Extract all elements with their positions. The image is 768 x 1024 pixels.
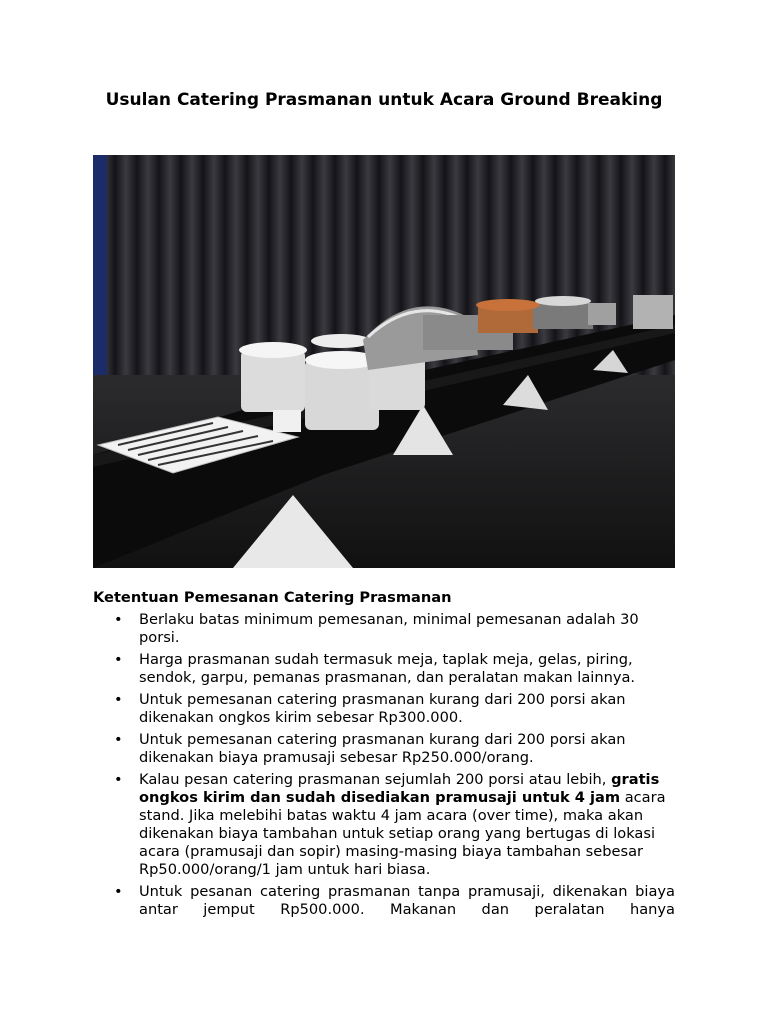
rules-list xyxy=(93,611,675,923)
list-item-text-bold: gratis ongkos kirim dan sudah disediakan pramusaji untuk 4 jam xyxy=(139,771,660,806)
list-item-text-before: Kalau pesan catering prasmanan sejumlah 200 porsi atau lebih, xyxy=(139,771,607,788)
bullet-icon: • xyxy=(114,691,123,708)
bullet-icon: • xyxy=(114,651,123,668)
list-item-text: Untuk pesanan catering prasmanan tanpa pramusaji, dikenakan biaya antar jemput Rp500.000. Makanan dan peralatan hanya xyxy=(139,883,675,918)
list-item xyxy=(93,731,675,767)
bullet-icon: • xyxy=(114,771,123,788)
list-item-text: Untuk pemesanan catering prasmanan kurang dari 200 porsi akan dikenakan ongkos kirim sebesar Rp300.000. xyxy=(139,691,626,726)
list-item xyxy=(93,691,675,727)
buffet-photo xyxy=(93,155,675,568)
bullet-icon: • xyxy=(114,611,123,628)
list-item xyxy=(93,771,675,879)
list-item xyxy=(93,651,675,687)
section-heading: Ketentuan Pemesanan Catering Prasmanan xyxy=(93,589,452,606)
list-item-text: Berlaku batas minimum pemesanan, minimal pemesanan adalah 30 porsi. xyxy=(139,611,639,646)
list-item-text: Untuk pemesanan catering prasmanan kurang dari 200 porsi akan dikenakan biaya pramusaji sebesar Rp250.000/orang. xyxy=(139,731,626,766)
list-item xyxy=(93,611,675,647)
bullet-icon: • xyxy=(114,883,123,900)
list-item xyxy=(93,883,675,919)
bullet-icon: • xyxy=(114,731,123,748)
list-item-text-after: acara stand. Jika melebihi batas waktu 4 jam acara (over time), maka akan dikenakan biaya tambahan untuk setiap orang yang bertugas di lokasi acara (pramusaji dan sopir) masing-masing biaya tambahan sebesar Rp50.000/orang/1 jam untuk hari biasa. xyxy=(139,789,666,878)
list-item-text: Harga prasmanan sudah termasuk meja, taplak meja, gelas, piring, sendok, garpu, pemanas prasmanan, dan peralatan makan lainnya. xyxy=(139,651,636,686)
document-title: Usulan Catering Prasmanan untuk Acara Ground Breaking xyxy=(105,90,663,110)
